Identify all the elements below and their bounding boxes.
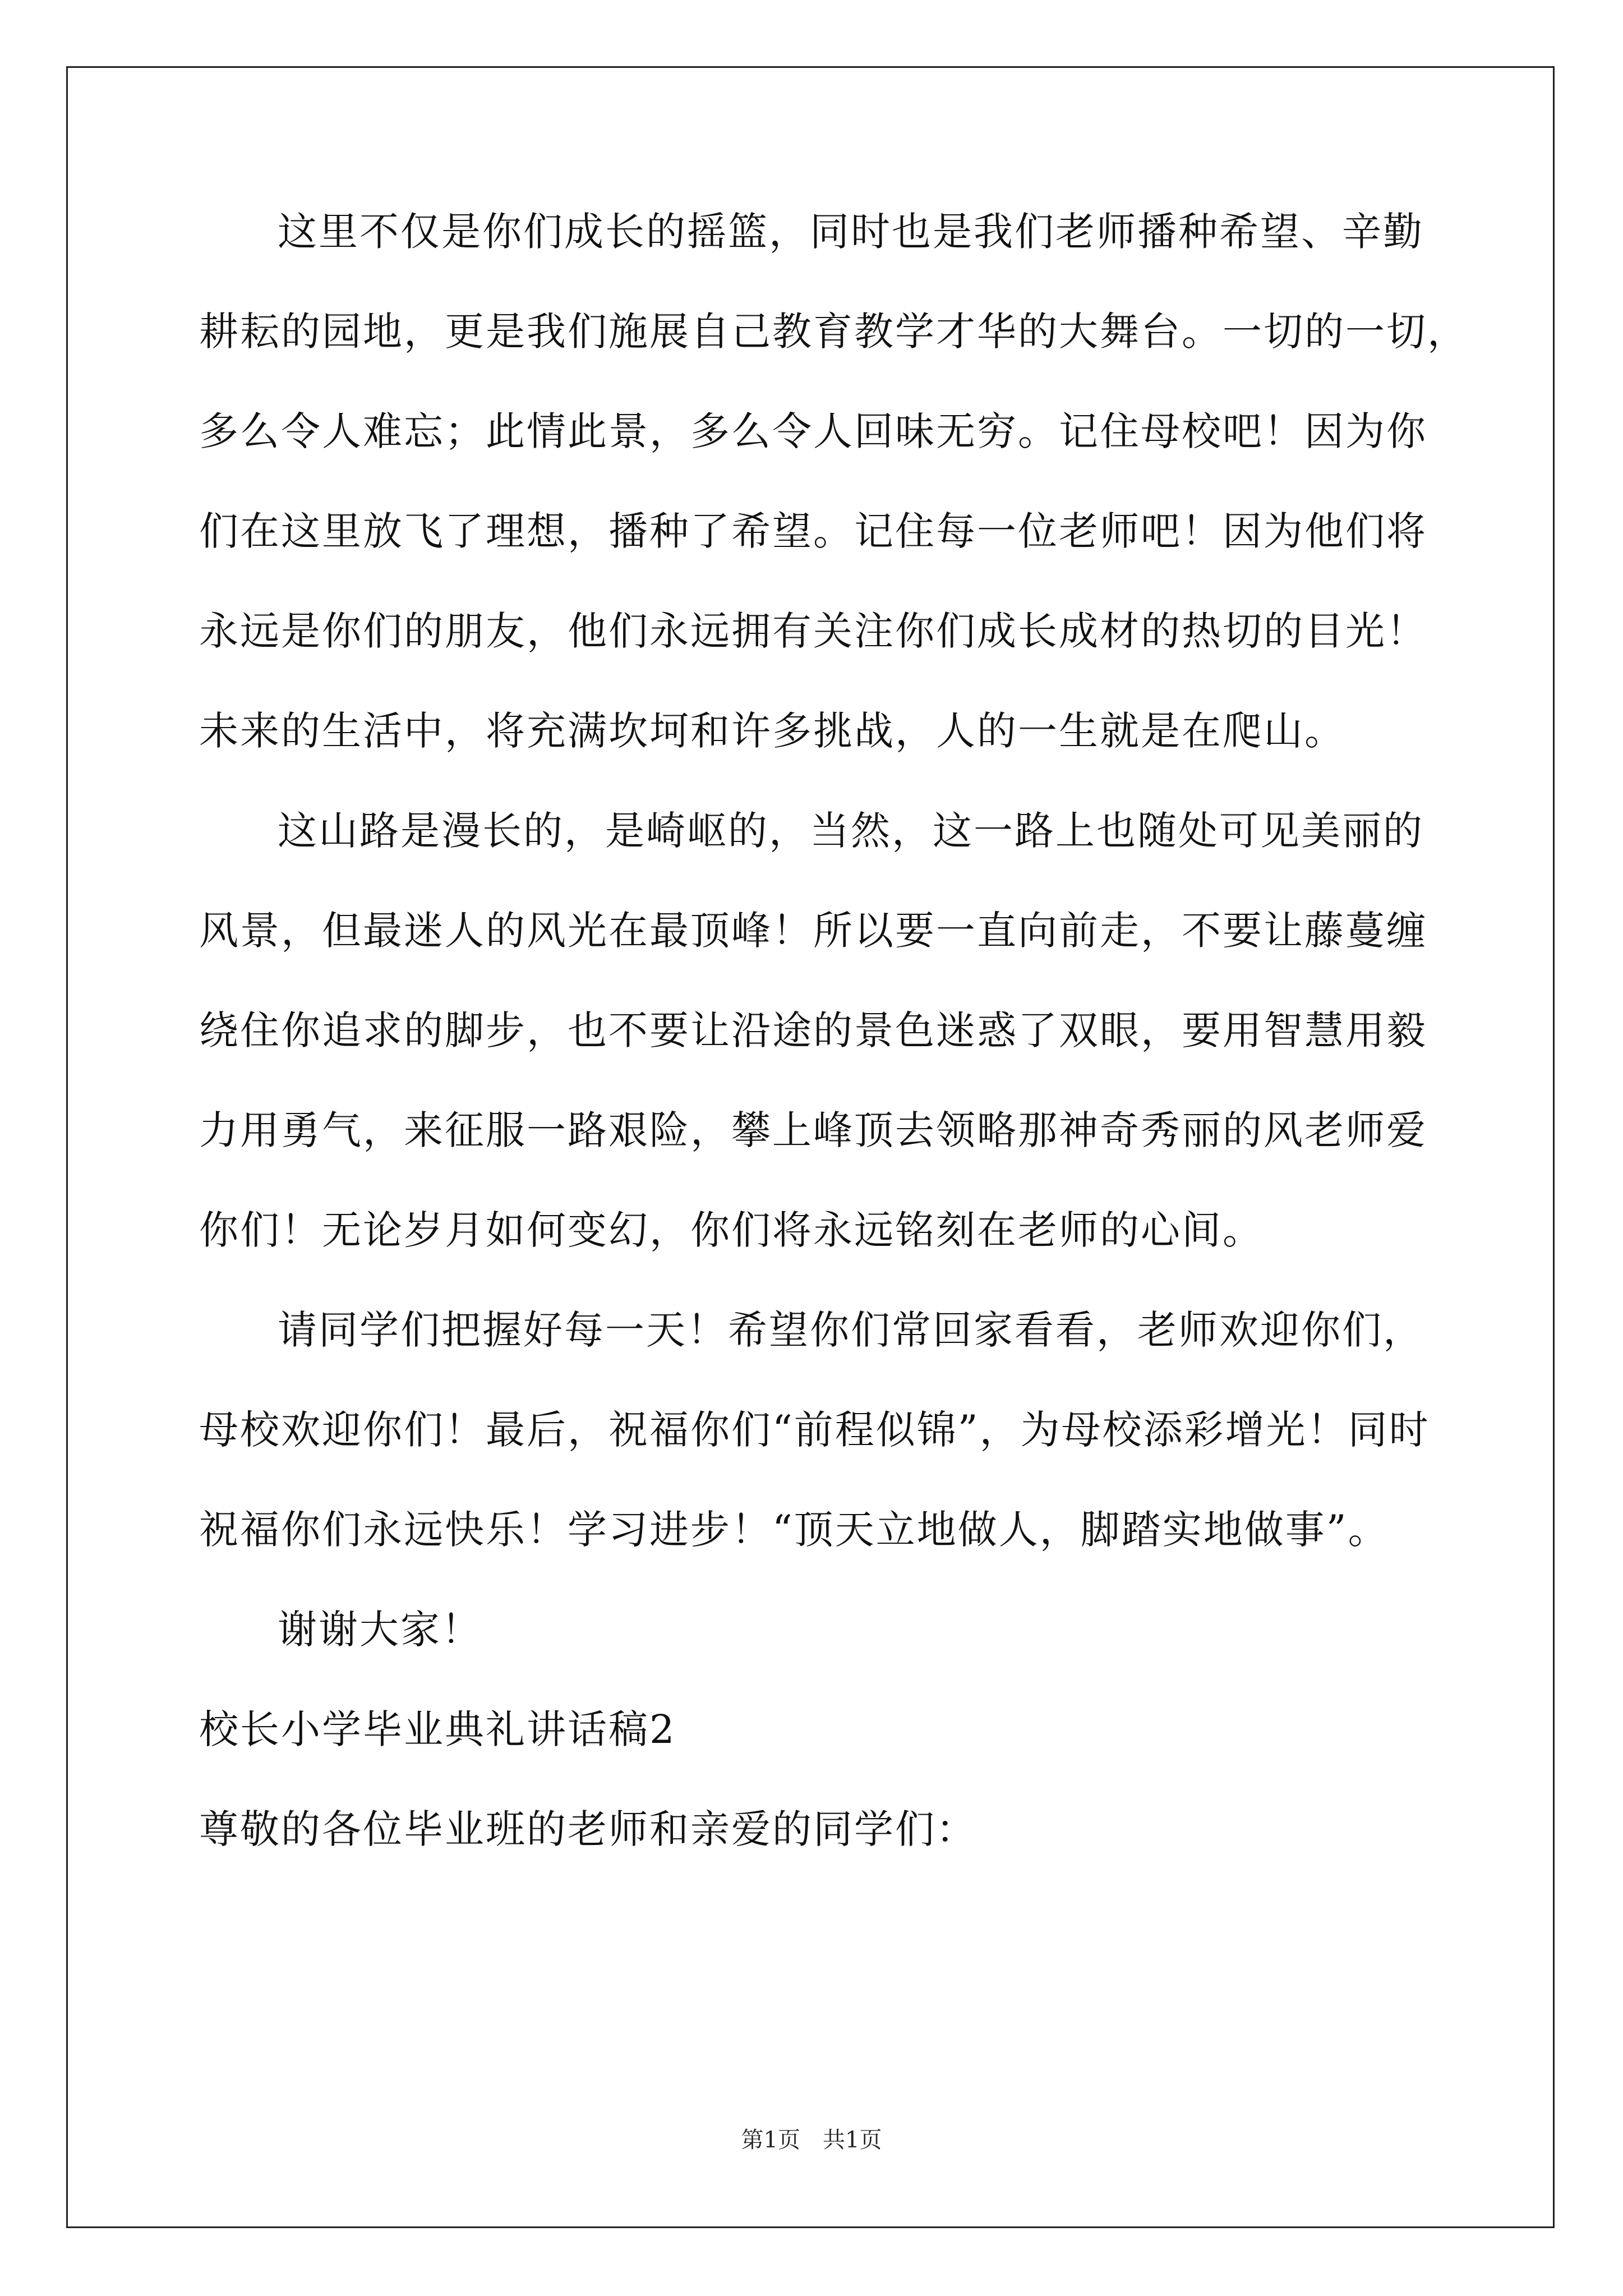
section-heading: 校长小学毕业典礼讲话稿2 [199,1706,676,1752]
paragraph-1-line-4: 们在这里放飞了理想，播种了希望。记住每一位老师吧！因为他们将 [199,508,1427,554]
paragraph-1-line-1: 这里不仅是你们成长的摇篮，同时也是我们老师播种希望、辛勤 [278,209,1424,255]
paragraph-2-line-2: 风景，但最迷人的风光在最顶峰！所以要一直向前走，不要让藤蔓缠 [199,908,1427,954]
paragraph-1-line-2: 耕耘的园地，更是我们施展自己教育教学才华的大舞台。一切的一切， [199,309,1468,355]
paragraph-2-line-4: 力用勇气，来征服一路艰险，攀上峰顶去领略那神奇秀丽的风老师爱 [199,1107,1427,1153]
paragraph-2-line-1: 这山路是漫长的，是崎岖的，当然，这一路上也随处可见美丽的 [278,808,1424,854]
paragraph-3-line-1: 请同学们把握好每一天！希望你们常回家看看，老师欢迎你们， [278,1307,1424,1353]
salutation: 尊敬的各位毕业班的老师和亲爱的同学们： [199,1806,977,1852]
paragraph-4-line-1: 谢谢大家！ [278,1607,482,1653]
paragraph-2-line-3: 绕住你追求的脚步，也不要让沿途的景色迷惑了双眼，要用智慧用毅 [199,1007,1427,1053]
paragraph-1-line-6: 未来的生活中，将充满坎坷和许多挑战，人的一生就是在爬山。 [199,708,1345,754]
page-footer: 第1页 共1页 [741,2127,882,2153]
paragraph-3-line-3: 祝福你们永远快乐！学习进步！“顶天立地做人，脚踏实地做事”。 [199,1507,1389,1553]
paragraph-3-line-2: 母校欢迎你们！最后，祝福你们“前程似锦”，为母校添彩增光！同时 [199,1407,1430,1453]
paragraph-1-line-5: 永远是你们的朋友，他们永远拥有关注你们成长成材的热切的目光！ [199,608,1427,654]
paragraph-1-line-3: 多么令人难忘；此情此景，多么令人回味无穷。记住母校吧！因为你 [199,408,1427,454]
paragraph-2-line-5: 你们！无论岁月如何变幻，你们将永远铭刻在老师的心间。 [199,1207,1264,1253]
